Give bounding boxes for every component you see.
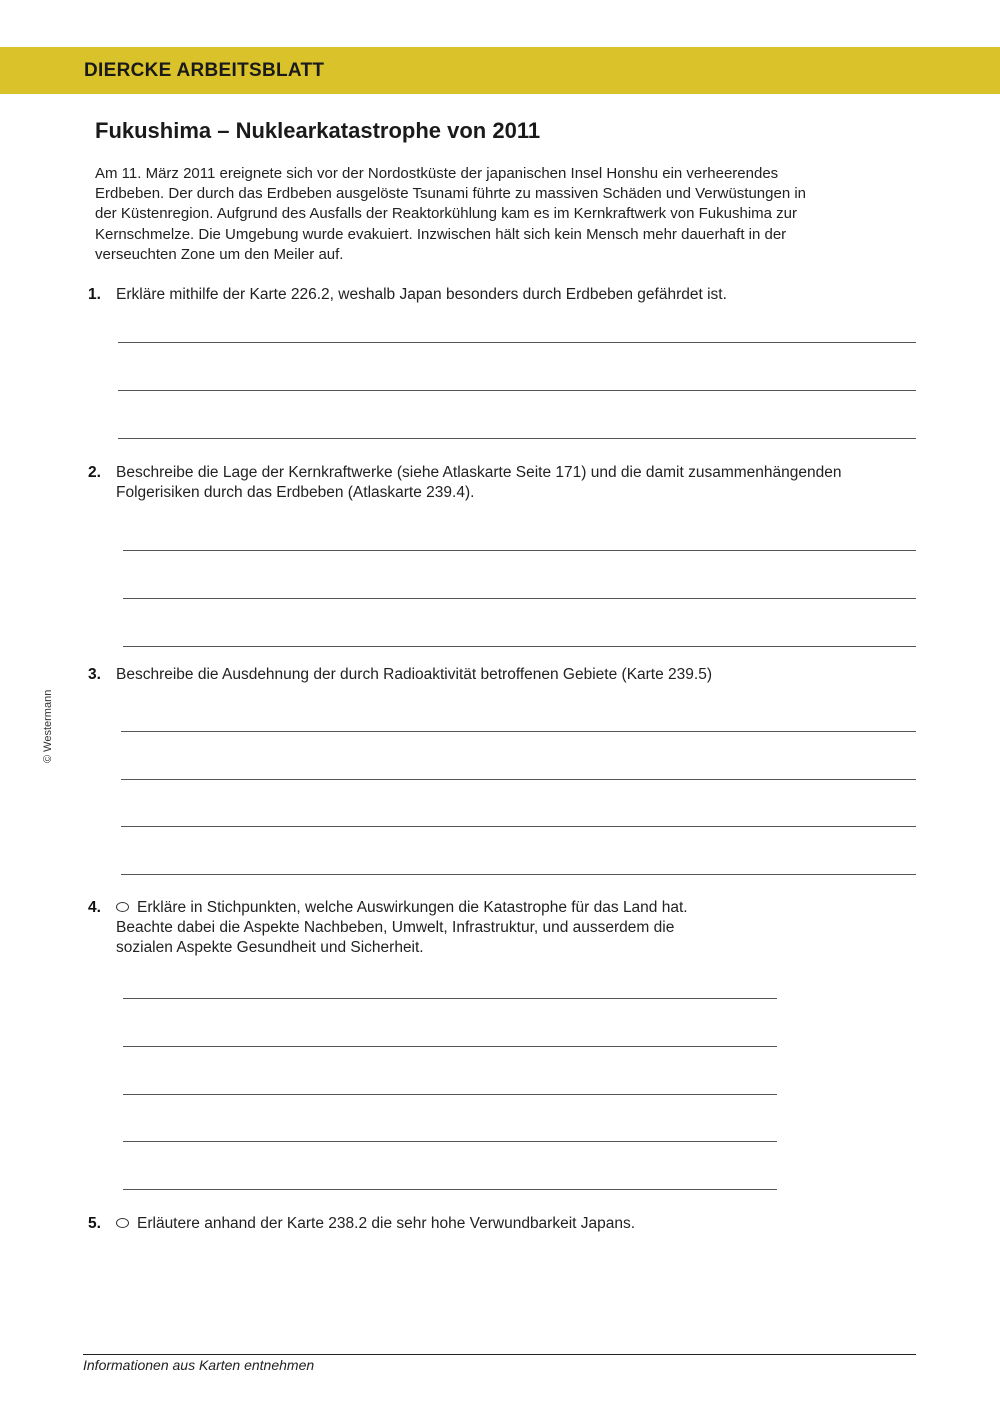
answer-line[interactable] [123, 1141, 777, 1142]
task-line: Beachte dabei die Aspekte Nachbeben, Umwelt, Infrastruktur, und ausserdem die [116, 919, 675, 936]
answer-line[interactable] [123, 1046, 777, 1047]
intro-line: Am 11. März 2011 ereignete sich vor der Nordostküste der japanischen Insel Honshu ein verheerendes [95, 165, 779, 182]
task-number: 5. [88, 1215, 101, 1232]
task-line-text: Erläutere anhand der Karte 238.2 die sehr hohe Verwundbarkeit Japans. [137, 1215, 636, 1232]
task-line: Beschreibe die Lage der Kernkraftwerke (siehe Atlaskarte Seite 171) und die damit zusammenhängenden [116, 464, 842, 481]
header-title: DIERCKE ARBEITSBLATT [84, 60, 325, 81]
intro-line: Kernschmelze. Die Umgebung wurde evakuiert. Inzwischen hält sich kein Mensch mehr dauerhaft in der [95, 225, 787, 243]
answer-line[interactable] [118, 390, 916, 391]
task-text [116, 285, 727, 305]
task-number: 4. [88, 899, 101, 916]
answer-line[interactable] [121, 874, 916, 875]
task-line [116, 898, 688, 918]
task-number: 2. [88, 464, 101, 481]
answer-line[interactable] [121, 826, 916, 827]
answer-line[interactable] [123, 1094, 777, 1095]
answer-line[interactable] [123, 550, 916, 551]
task-line: Folgerisiken durch das Erdbeben (Atlaskarte 239.4). [116, 484, 475, 501]
task-line: Erkläre mithilfe der Karte 226.2, weshalb Japan besonders durch Erdbeben gefährdet ist. [116, 286, 727, 303]
task-text [116, 665, 712, 685]
page-title: Fukushima – Nuklearkatastrophe von 2011 [95, 118, 541, 143]
task-line: Beschreibe die Ausdehnung der durch Radioaktivität betroffenen Gebiete (Karte 239.5) [116, 666, 712, 683]
answer-line[interactable] [121, 731, 916, 732]
answer-line[interactable] [123, 598, 916, 599]
footer-text: Informationen aus Karten entnehmen [83, 1357, 315, 1373]
task-line-text: Erkläre in Stichpunkten, welche Auswirkungen die Katastrophe für das Land hat. [137, 899, 688, 916]
intro-line: der Küstenregion. Aufgrund des Ausfalls der Reaktorkühlung kam es im Kernkraftwerk von Fukushima zur [95, 205, 798, 223]
task-number: 1. [88, 286, 101, 303]
answer-line[interactable] [118, 438, 916, 439]
task-text [116, 898, 688, 958]
task-text [116, 1214, 635, 1234]
speech-bubble-icon [116, 1218, 129, 1228]
footer-divider [83, 1354, 916, 1355]
answer-line[interactable] [123, 646, 916, 647]
answer-line[interactable] [118, 342, 916, 343]
copyright-notice: © Westermann [42, 689, 54, 763]
answer-line[interactable] [123, 998, 777, 999]
intro-paragraph [95, 164, 915, 265]
task-line [116, 1214, 635, 1234]
speech-bubble-icon [116, 902, 129, 912]
intro-line: Erdbeben. Der durch das Erdbeben ausgelöste Tsunami führte zu massiven Schäden und Verwüstungen in [95, 185, 807, 203]
answer-line[interactable] [123, 1189, 777, 1190]
task-line: sozialen Aspekte Gesundheit und Sicherheit. [116, 939, 424, 956]
answer-line[interactable] [121, 779, 916, 780]
task-number: 3. [88, 666, 101, 683]
task-text [116, 463, 842, 503]
intro-line: verseuchten Zone um den Meiler auf. [95, 245, 344, 263]
